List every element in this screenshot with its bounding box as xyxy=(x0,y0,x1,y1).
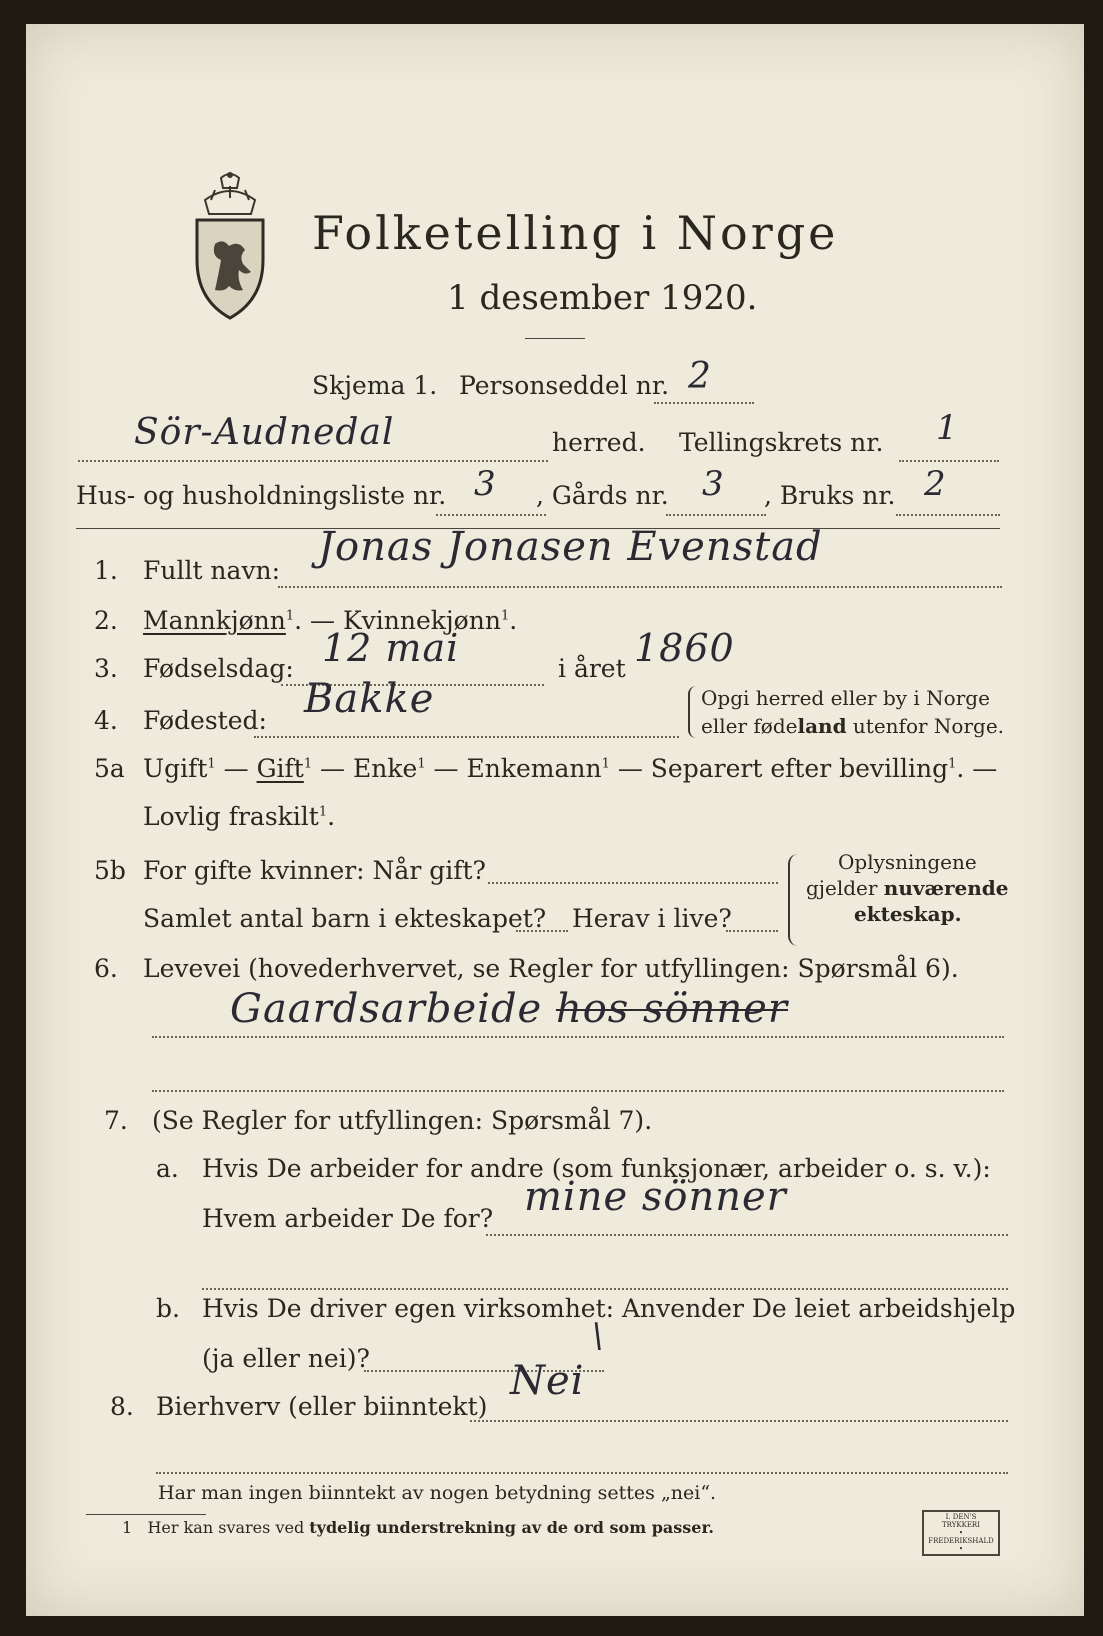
q7a-number: a. xyxy=(156,1154,179,1183)
herred-value: Sör-Audnedal xyxy=(134,412,395,453)
q5b-line-2a-dots xyxy=(516,930,568,932)
q4-note-2-pre: eller føde xyxy=(701,714,798,738)
q6-number: 6. xyxy=(94,954,118,983)
census-date: 1 desember 1920. xyxy=(447,278,758,318)
q5a-sup-5: 1 xyxy=(948,756,957,772)
q5a-sup-6: 1 xyxy=(318,804,328,820)
q1-line xyxy=(278,586,1002,588)
q3-label: Fødselsdag: xyxy=(143,654,294,683)
q7-label: (Se Regler for utfyllingen: Spørsmål 7). xyxy=(152,1106,653,1135)
q2-female-sup: 1 xyxy=(500,608,510,624)
q7b-question: (ja eller nei)? xyxy=(202,1344,370,1373)
q7a-value: mine sönner xyxy=(524,1174,787,1220)
q5b-note-3 xyxy=(854,902,962,926)
personseddel-line xyxy=(654,402,754,404)
q5a-sup-2: 1 xyxy=(303,756,313,772)
q4-note-2 xyxy=(701,714,1004,738)
footer-note: Har man ingen biinntekt av nogen betydning settes „nei“. xyxy=(158,1482,717,1504)
q4-line xyxy=(254,736,679,738)
q5b-note-2-pre: gjelder xyxy=(806,876,884,900)
q6-value xyxy=(230,986,788,1032)
census-form xyxy=(26,24,1084,1616)
q4-value: Bakke xyxy=(304,676,435,722)
q3-year-label: i året xyxy=(558,654,626,683)
q7b-text: Hvis De driver egen virksomhet: Anvender De leiet arbeidshjelp xyxy=(202,1294,1016,1323)
q6-line-2 xyxy=(152,1090,1004,1092)
bruks-value: 2 xyxy=(924,464,947,504)
footnote xyxy=(122,1518,714,1537)
q8-line-2 xyxy=(156,1472,1008,1474)
herred-line xyxy=(78,460,548,462)
q4-note-2-bold: land xyxy=(797,714,847,738)
q4-label: Fødested: xyxy=(143,706,267,735)
tellingskrets-label: Tellingskrets nr. xyxy=(679,428,884,457)
q5a-enke: Enke xyxy=(353,754,418,783)
q4-number: 4. xyxy=(94,706,118,735)
personseddel-value: 2 xyxy=(688,356,712,397)
tellingskrets-value: 1 xyxy=(936,408,959,448)
q5a-separert: Separert efter bevilling xyxy=(650,754,949,783)
q6-value-main: Gaardsarbeide xyxy=(230,986,543,1032)
q7a-line-2 xyxy=(202,1288,1008,1290)
q2-male-sup: 1 xyxy=(285,608,295,624)
q5b-line-2a: Samlet antal barn i ekteskapet? xyxy=(143,904,547,933)
hus-line xyxy=(436,514,546,516)
q5a-sup-1: 1 xyxy=(207,756,216,772)
q7-number: 7. xyxy=(104,1106,128,1135)
footnote-number: 1 xyxy=(122,1518,133,1537)
q5a-gift: Gift xyxy=(256,754,304,783)
q5a-enkemann: Enkemann xyxy=(466,754,602,783)
q5b-brace xyxy=(788,854,798,946)
q5a-line-1: Ugift$^1$ — Gift$^1$ — Enke$^1$ — Enkemann$^1$ — Separert efter bevilling$^1$. — xyxy=(143,754,998,783)
q8-line xyxy=(470,1420,1008,1422)
q1-value: Jonas Jonasen Evenstad xyxy=(318,524,823,570)
q3-number: 3. xyxy=(94,654,118,683)
q5b-line-1: For gifte kvinner: Når gift? xyxy=(143,856,486,885)
q5b-note-1: Oplysningene xyxy=(838,850,977,874)
q1-number: 1. xyxy=(94,556,118,585)
q8-number: 8. xyxy=(110,1392,134,1421)
personseddel-label: Personseddel nr. xyxy=(459,371,670,400)
q5a-sup-3: 1 xyxy=(417,756,426,772)
q7b-value: \ xyxy=(592,1316,605,1356)
page-title: Folketelling i Norge xyxy=(312,206,839,260)
q4-brace xyxy=(688,686,696,738)
herred-label: herred. xyxy=(552,428,646,457)
gards-line xyxy=(666,514,766,516)
q7b-number: b. xyxy=(156,1294,180,1323)
q5b-note-3-bold: ekteskap. xyxy=(854,902,962,926)
q7a-line xyxy=(486,1234,1008,1236)
gards-value: 3 xyxy=(702,464,725,504)
q6-value-struck: hos sönner xyxy=(555,986,788,1032)
q6-label: Levevei (hovederhvervet, se Regler for utfyllingen: Spørsmål 6). xyxy=(143,954,959,983)
q5b-note-2-bold: nuværende xyxy=(883,876,1009,900)
q2-end: . xyxy=(509,606,518,635)
q8-value: Nei xyxy=(510,1358,585,1404)
q8-label: Bierhverv (eller biinntekt) xyxy=(156,1392,488,1421)
q7a-text: Hvis De arbeider for andre (som funksjonær, arbeider o. s. v.): xyxy=(202,1154,991,1183)
q2-number: 2. xyxy=(94,606,118,635)
bruks-line xyxy=(896,514,1000,516)
q5a-sup-4: 1 xyxy=(601,756,610,772)
title-rule xyxy=(525,338,585,339)
skjema-label: Skjema 1. xyxy=(312,371,438,400)
coat-of-arms-icon xyxy=(191,170,269,320)
q7a-question: Hvem arbeider De for? xyxy=(202,1204,494,1233)
q1-label: Fullt navn: xyxy=(143,556,281,585)
q5b-line-2b-dots xyxy=(726,930,778,932)
tellingskrets-line xyxy=(899,460,999,462)
printer-stamp-line-1: I. DEN'S TRYKKERI xyxy=(942,1513,980,1529)
q3-year-value: 1860 xyxy=(634,626,735,670)
q5a-line-2: Lovlig fraskilt$^1$. xyxy=(143,802,336,831)
footnote-rule xyxy=(86,1514,206,1515)
q5a-number: 5a xyxy=(94,754,125,783)
hus-label: Hus- og husholdningsliste nr. xyxy=(76,481,447,510)
bruks-label: , Bruks nr. xyxy=(764,481,896,510)
footnote-text-bold: tydelig understrekning av de ord som passer. xyxy=(309,1518,714,1537)
q2-female-option: Kvinnekjønn xyxy=(342,606,501,635)
q3-day-value: 12 mai xyxy=(322,626,460,670)
footnote-text-pre: Her kan svares ved xyxy=(147,1518,310,1537)
q6-line-1 xyxy=(152,1036,1004,1038)
hus-value: 3 xyxy=(474,464,497,504)
q4-note-2-post: utenfor Norge. xyxy=(846,714,1005,738)
q2-separator: . — xyxy=(294,606,343,635)
q5b-number: 5b xyxy=(94,856,126,885)
q5a-fraskilt: Lovlig fraskilt xyxy=(143,802,319,831)
q5b-line-2b: Herav i live? xyxy=(572,904,732,933)
q4-note-1: Opgi herred eller by i Norge xyxy=(701,686,990,710)
printer-stamp-line-2: • FREDERIKSHALD • xyxy=(928,1529,994,1553)
printer-stamp xyxy=(922,1510,1000,1556)
gards-label: , Gårds nr. xyxy=(536,481,669,510)
q2-male-option: Mannkjønn xyxy=(143,606,286,635)
q5b-line-1-dots xyxy=(488,882,778,884)
q5a-ugift: Ugift xyxy=(143,754,208,783)
q5b-note-2 xyxy=(806,876,1009,900)
